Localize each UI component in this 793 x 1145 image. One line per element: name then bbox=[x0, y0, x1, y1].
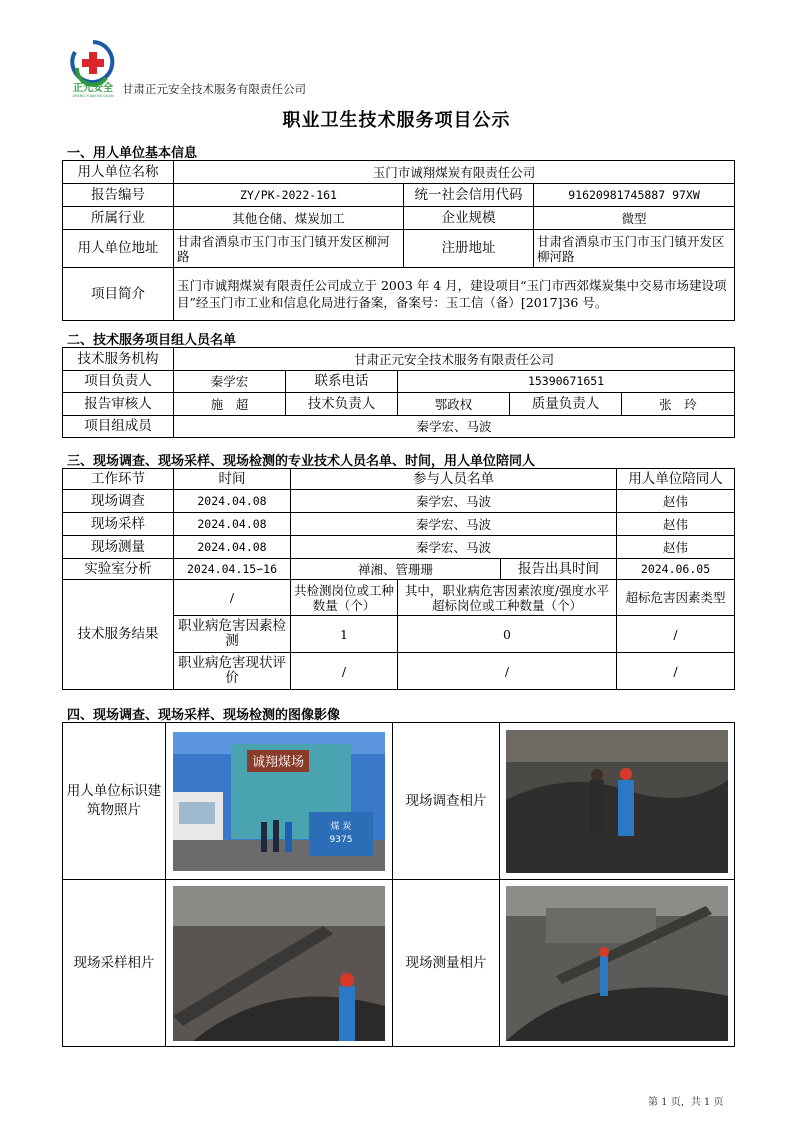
header-stage: 工作环节 bbox=[63, 469, 174, 490]
label-results: 技术服务结果 bbox=[63, 580, 174, 690]
companion: 赵伟 bbox=[617, 513, 735, 536]
survey-photo bbox=[506, 730, 728, 873]
building-photo bbox=[173, 732, 385, 871]
unit-address: 甘肃省酒泉市玉门市玉门镇开发区柳河路 bbox=[174, 230, 404, 268]
label-reviewer: 报告审核人 bbox=[63, 393, 174, 416]
company-header: 甘肃正元安全技术服务有限责任公司 bbox=[122, 82, 306, 96]
tech-lead: 鄂政权 bbox=[398, 393, 510, 416]
reg-address: 甘肃省酒泉市玉门市玉门镇开发区柳河路 bbox=[534, 230, 735, 268]
section1-heading: 一、用人单位基本信息 bbox=[67, 146, 198, 161]
label-leader: 项目负责人 bbox=[63, 371, 174, 393]
tested-count: 1 bbox=[291, 616, 398, 653]
header-tested-count: 共检测岗位或工种数量（个） bbox=[291, 580, 398, 616]
table-row bbox=[63, 513, 735, 536]
photo-cell-sampling bbox=[166, 880, 393, 1047]
section3-heading: 三、现场调查、现场采样、现场检测的专业技术人员名单、时间，用人单位陪同人 bbox=[67, 454, 536, 469]
exceed-count: 0 bbox=[398, 616, 617, 653]
logo-subtext: ZHENG YUAN AN QUAN bbox=[72, 94, 114, 98]
label-scale: 企业规模 bbox=[404, 207, 534, 230]
team-table bbox=[62, 347, 735, 438]
photo-label-survey: 现场调查相片 bbox=[393, 723, 500, 880]
photo-label-building: 用人单位标识建筑物照片 bbox=[63, 723, 166, 880]
photo-label-sampling: 现场采样相片 bbox=[63, 880, 166, 1047]
companion: 赵伟 bbox=[617, 490, 735, 513]
photo-cell-survey bbox=[500, 723, 735, 880]
header-people: 参与人员名单 bbox=[291, 469, 617, 490]
document-title: 职业卫生技术服务项目公示 bbox=[282, 110, 511, 131]
label-phone: 联系电话 bbox=[286, 371, 398, 393]
result-label: 职业病危害现状评价 bbox=[174, 653, 291, 690]
label-industry: 所属行业 bbox=[63, 207, 174, 230]
sampling-photo bbox=[173, 886, 385, 1041]
scale: 微型 bbox=[534, 207, 735, 230]
header-time: 时间 bbox=[174, 469, 291, 490]
measurement-photo bbox=[506, 886, 728, 1041]
credit-code: 91620981745887 97XW bbox=[534, 184, 735, 207]
report-no: ZY/PK-2022-161 bbox=[174, 184, 404, 207]
label-reg-address: 注册地址 bbox=[404, 230, 534, 268]
table-row bbox=[63, 536, 735, 559]
label-credit-code: 统一社会信用代码 bbox=[404, 184, 534, 207]
industry: 其他仓储、煤炭加工 bbox=[174, 207, 404, 230]
results-blank-header: / bbox=[174, 580, 291, 616]
photo-cell-measurement bbox=[500, 880, 735, 1047]
label-address: 用人单位地址 bbox=[63, 230, 174, 268]
label-org: 技术服务机构 bbox=[63, 348, 174, 371]
photo-label-measurement: 现场测量相片 bbox=[393, 880, 500, 1047]
stage: 现场测量 bbox=[63, 536, 174, 559]
section4-heading: 四、现场调查、现场采样、现场检测的图像影像 bbox=[67, 708, 341, 723]
company-logo bbox=[66, 38, 120, 98]
label-report-no: 报告编号 bbox=[63, 184, 174, 207]
people: 秦学宏、马波 bbox=[291, 513, 617, 536]
people: 秦学宏、马波 bbox=[291, 490, 617, 513]
time: 2024.04.08 bbox=[174, 513, 291, 536]
sign-small: 煤 炭 bbox=[330, 821, 352, 832]
result-label: 职业病危害因素检测 bbox=[174, 616, 291, 653]
header-exceed-count: 其中，职业病危害因素浓度/强度水平超标岗位或工种数量（个） bbox=[398, 580, 617, 616]
header-exceed-type: 超标危害因素类型 bbox=[617, 580, 735, 616]
sign-text: 诚翔煤场 bbox=[251, 754, 305, 770]
people: 秦学宏、马波 bbox=[291, 536, 617, 559]
label-tech-lead: 技术负责人 bbox=[286, 393, 398, 416]
unit-name: 玉门市诚翔煤炭有限责任公司 bbox=[174, 161, 735, 184]
label-unit-name: 用人单位名称 bbox=[63, 161, 174, 184]
photo-table bbox=[62, 722, 735, 1047]
stage: 现场调查 bbox=[63, 490, 174, 513]
table-row bbox=[63, 490, 735, 513]
unit-info-table bbox=[62, 160, 735, 321]
page-footer: 第 1 页，共 1 页 bbox=[648, 1097, 724, 1108]
lab-row bbox=[63, 559, 735, 580]
sign-phone: 9375 bbox=[329, 834, 353, 845]
fieldwork-table bbox=[62, 468, 735, 690]
label-intro: 项目简介 bbox=[63, 268, 174, 321]
label-quality-lead: 质量负责人 bbox=[510, 393, 622, 416]
report-reviewer: 施 超 bbox=[174, 393, 286, 416]
time: 2024.04.15∽16 bbox=[174, 559, 291, 580]
section2-heading: 二、技术服务项目组人员名单 bbox=[67, 333, 237, 348]
lab-people: 禅湘、管珊珊 bbox=[291, 559, 501, 580]
photo-cell-building bbox=[166, 723, 393, 880]
stage: 现场采样 bbox=[63, 513, 174, 536]
report-date: 2024.06.05 bbox=[617, 559, 735, 580]
project-intro: 玉门市诚翔煤炭有限责任公司成立于 2003 年 4 月，建设项目“玉门市西郊煤炭集中交易市场建设项目”经玉门市工业和信息化局进行备案，备案号：玉工信（备）[2017]36 号。 bbox=[174, 268, 735, 321]
team-members: 秦学宏、马波 bbox=[174, 416, 735, 438]
exceed-type: / bbox=[617, 653, 735, 690]
exceed-type: / bbox=[617, 616, 735, 653]
time: 2024.04.08 bbox=[174, 536, 291, 559]
project-leader: 秦学宏 bbox=[174, 371, 286, 393]
label-members: 项目组成员 bbox=[63, 416, 174, 438]
label-report-date: 报告出具时间 bbox=[501, 559, 617, 580]
tested-count: / bbox=[291, 653, 398, 690]
exceed-count: / bbox=[398, 653, 617, 690]
header-companion: 用人单位陪同人 bbox=[617, 469, 735, 490]
contact-phone: 15390671651 bbox=[398, 371, 735, 393]
quality-lead: 张 玲 bbox=[622, 393, 735, 416]
companion: 赵伟 bbox=[617, 536, 735, 559]
service-org: 甘肃正元安全技术服务有限责任公司 bbox=[174, 348, 735, 371]
stage: 实验室分析 bbox=[63, 559, 174, 580]
logo-text: 正元安全 bbox=[73, 83, 113, 94]
time: 2024.04.08 bbox=[174, 490, 291, 513]
